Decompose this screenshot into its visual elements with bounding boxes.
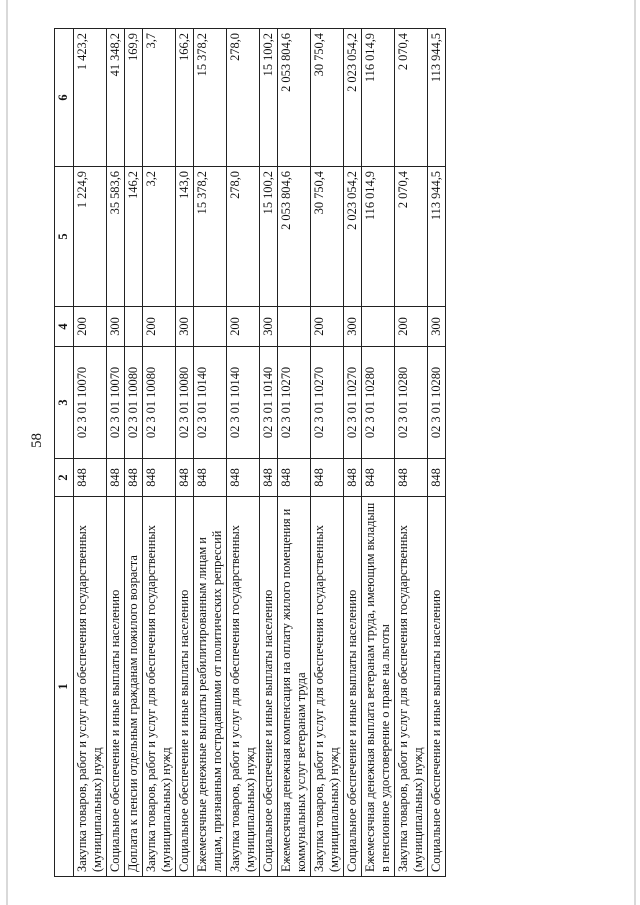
table-row xyxy=(176,29,194,877)
header-col-6: 6 xyxy=(55,29,74,167)
row-value-5: 3,2 xyxy=(143,167,176,307)
row-value-6: 41 348,2 xyxy=(107,29,125,167)
row-value-6: 2 023 054,2 xyxy=(344,29,362,167)
row-csr: 02 3 01 10080 xyxy=(125,347,143,459)
rotated-table-container xyxy=(54,29,590,877)
row-vr: 200 xyxy=(395,307,428,347)
row-value-5: 146,2 xyxy=(125,167,143,307)
row-csr: 02 3 01 10280 xyxy=(395,347,428,459)
row-ved: 848 xyxy=(125,459,143,497)
row-vr: 200 xyxy=(227,307,260,347)
row-name: Социальное обеспечение и иные выплаты населению xyxy=(107,497,125,877)
table-row xyxy=(311,29,344,877)
row-value-6: 15 100,2 xyxy=(260,29,278,167)
row-name: Ежемесячная денежная выплата ветеранам труда, имеющим вкладыш в пенсионное удостоверение о праве на льготы xyxy=(362,497,395,877)
row-csr: 02 3 01 10080 xyxy=(143,347,176,459)
header-col-1: 1 xyxy=(55,497,74,877)
row-name: Закупка товаров, работ и услуг для обеспечения государственных (муниципальных) нужд xyxy=(143,497,176,877)
row-value-6: 30 750,4 xyxy=(311,29,344,167)
row-value-6: 15 378,2 xyxy=(194,29,227,167)
row-value-5: 278,0 xyxy=(227,167,260,307)
row-ved: 848 xyxy=(227,459,260,497)
row-ved: 848 xyxy=(344,459,362,497)
row-vr: 200 xyxy=(143,307,176,347)
row-name: Ежемесячные денежные выплаты реабилитированным лицам и лицам, признанным пострадавшими от политических репрессий xyxy=(194,497,227,877)
row-value-5: 143,0 xyxy=(176,167,194,307)
row-vr: 300 xyxy=(428,307,446,347)
header-col-5: 5 xyxy=(55,167,74,307)
row-value-5: 113 944,5 xyxy=(428,167,446,307)
row-value-5: 30 750,4 xyxy=(311,167,344,307)
table-row xyxy=(194,29,227,877)
row-csr: 02 3 01 10070 xyxy=(107,347,125,459)
row-value-6: 3,7 xyxy=(143,29,176,167)
row-csr: 02 3 01 10280 xyxy=(428,347,446,459)
table-row xyxy=(143,29,176,877)
row-csr: 02 3 01 10140 xyxy=(260,347,278,459)
row-name: Социальное обеспечение и иные выплаты населению xyxy=(344,497,362,877)
row-value-6: 2 053 804,6 xyxy=(278,29,311,167)
row-csr: 02 3 01 10140 xyxy=(194,347,227,459)
table-row xyxy=(74,29,107,877)
row-csr: 02 3 01 10270 xyxy=(311,347,344,459)
row-value-6: 113 944,5 xyxy=(428,29,446,167)
row-ved: 848 xyxy=(395,459,428,497)
row-value-6: 2 070,4 xyxy=(395,29,428,167)
row-ved: 848 xyxy=(311,459,344,497)
row-ved: 848 xyxy=(362,459,395,497)
row-vr: 300 xyxy=(107,307,125,347)
row-ved: 848 xyxy=(194,459,227,497)
header-col-4: 4 xyxy=(55,307,74,347)
row-name: Социальное обеспечение и иные выплаты населению xyxy=(260,497,278,877)
row-name: Закупка товаров, работ и услуг для обеспечения государственных (муниципальных) нужд xyxy=(395,497,428,877)
table-row xyxy=(395,29,428,877)
row-csr: 02 3 01 10280 xyxy=(362,347,395,459)
page-number: 58 xyxy=(29,433,45,448)
row-name: Закупка товаров, работ и услуг для обеспечения государственных (муниципальных) нужд xyxy=(227,497,260,877)
row-value-5: 35 583,6 xyxy=(107,167,125,307)
row-vr: 200 xyxy=(74,307,107,347)
row-value-6: 1 423,2 xyxy=(74,29,107,167)
row-csr: 02 3 01 10140 xyxy=(227,347,260,459)
row-vr xyxy=(194,307,227,347)
table-row xyxy=(428,29,446,877)
row-vr: 300 xyxy=(176,307,194,347)
row-vr: 200 xyxy=(311,307,344,347)
row-value-6: 166,2 xyxy=(176,29,194,167)
row-value-5: 1 224,9 xyxy=(74,167,107,307)
row-vr xyxy=(278,307,311,347)
row-ved: 848 xyxy=(176,459,194,497)
table-row xyxy=(362,29,395,877)
row-name: Доплата к пенсии отдельным гражданам пожилого возраста xyxy=(125,497,143,877)
row-value-6: 278,0 xyxy=(227,29,260,167)
row-csr: 02 3 01 10270 xyxy=(278,347,311,459)
row-value-5: 15 100,2 xyxy=(260,167,278,307)
row-csr: 02 3 01 10070 xyxy=(74,347,107,459)
row-name: Ежемесячная денежная компенсация на оплату жилого помещения и коммунальных услуг ветеранам труда xyxy=(278,497,311,877)
row-ved: 848 xyxy=(143,459,176,497)
row-vr: 300 xyxy=(344,307,362,347)
table-row xyxy=(227,29,260,877)
row-vr: 300 xyxy=(260,307,278,347)
row-ved: 848 xyxy=(74,459,107,497)
row-name: Социальное обеспечение и иные выплаты населению xyxy=(428,497,446,877)
row-ved: 848 xyxy=(107,459,125,497)
table-row xyxy=(107,29,125,877)
table-row xyxy=(344,29,362,877)
budget-table xyxy=(54,28,446,877)
row-value-5: 2 070,4 xyxy=(395,167,428,307)
row-name: Закупка товаров, работ и услуг для обеспечения государственных (муниципальных) нужд xyxy=(74,497,107,877)
row-value-5: 2 023 054,2 xyxy=(344,167,362,307)
row-value-6: 169,9 xyxy=(125,29,143,167)
table-row xyxy=(278,29,311,877)
header-col-2: 2 xyxy=(55,459,74,497)
row-vr xyxy=(125,307,143,347)
row-name: Закупка товаров, работ и услуг для обеспечения государственных (муниципальных) нужд xyxy=(311,497,344,877)
row-value-6: 116 014,9 xyxy=(362,29,395,167)
header-col-3: 3 xyxy=(55,347,74,459)
scan-page-edge-right xyxy=(634,0,636,905)
row-ved: 848 xyxy=(428,459,446,497)
table-row xyxy=(125,29,143,877)
row-value-5: 2 053 804,6 xyxy=(278,167,311,307)
row-csr: 02 3 01 10270 xyxy=(344,347,362,459)
table-row xyxy=(260,29,278,877)
row-value-5: 116 014,9 xyxy=(362,167,395,307)
table-header-row xyxy=(55,29,74,877)
row-name: Социальное обеспечение и иные выплаты населению xyxy=(176,497,194,877)
row-value-5: 15 378,2 xyxy=(194,167,227,307)
row-ved: 848 xyxy=(260,459,278,497)
row-csr: 02 3 01 10080 xyxy=(176,347,194,459)
scan-page-edge-left xyxy=(6,0,8,905)
row-vr xyxy=(362,307,395,347)
row-ved: 848 xyxy=(278,459,311,497)
